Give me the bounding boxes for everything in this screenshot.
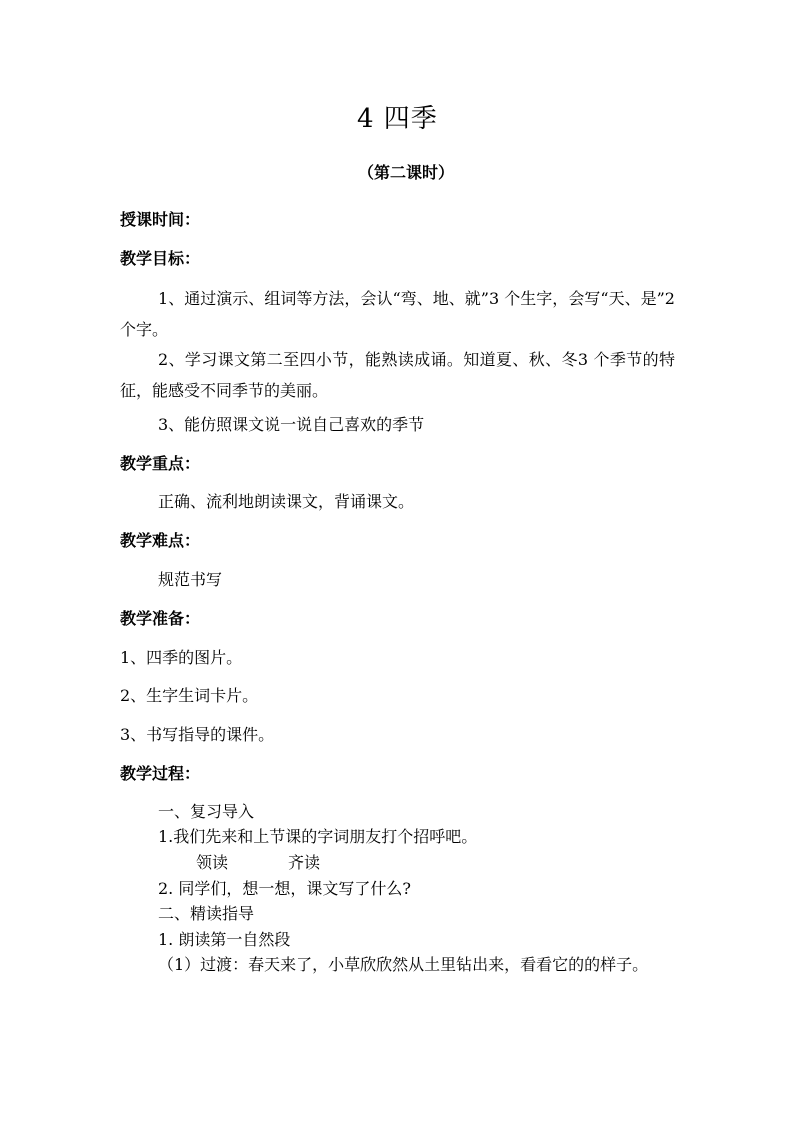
objective-item-1: 1、通过演示、组词等方法，会认“弯、地、就”3 个生字，会写“天、是”2 个字。: [120, 289, 675, 339]
reading-step-1-transition: （1）过渡：春天来了，小草欣欣然从土里钻出来，看看它的的样子。: [158, 955, 649, 974]
reading-step-1: 1. 朗读第一自然段: [158, 930, 291, 949]
preparation-item-3: 3、书写指导的课件。: [120, 725, 275, 744]
process-heading: 教学过程：: [120, 764, 201, 783]
page-subtitle: （第二课时）: [358, 163, 455, 182]
read-together-label: 齐读: [288, 853, 321, 872]
preparation-item-1: 1、四季的图片。: [120, 648, 243, 667]
review-step-2: 2. 同学们，想一想，课文写了什么?: [158, 879, 411, 898]
review-step-1: 1.我们先来和上节课的字词朋友打个招呼吧。: [158, 827, 478, 846]
difficulties-heading: 教学难点：: [120, 531, 201, 550]
key-points-heading: 教学重点：: [120, 454, 201, 473]
section-review-intro: 一、复习导入: [158, 802, 255, 821]
key-points-text: 正确、流利地朗读课文，背诵课文。: [158, 492, 415, 511]
objective-item-2: 2、学习课文第二至四小节，能熟读成诵。知道夏、秋、冬3 个季节的特征，能感受不同季节的美丽。: [120, 350, 675, 400]
preparation-item-2: 2、生字生词卡片。: [120, 686, 259, 705]
read-lead-label: 领读: [196, 853, 229, 872]
section-intensive-reading: 二、精读指导: [158, 904, 255, 923]
teaching-time-heading: 授课时间：: [120, 210, 201, 229]
objective-item-3: 3、能仿照课文说一说自己喜欢的季节: [158, 415, 425, 434]
difficulties-text: 规范书写: [158, 570, 223, 589]
objectives-heading: 教学目标：: [120, 249, 201, 268]
preparation-heading: 教学准备：: [120, 609, 201, 628]
page-title: 4 四季: [357, 104, 438, 134]
